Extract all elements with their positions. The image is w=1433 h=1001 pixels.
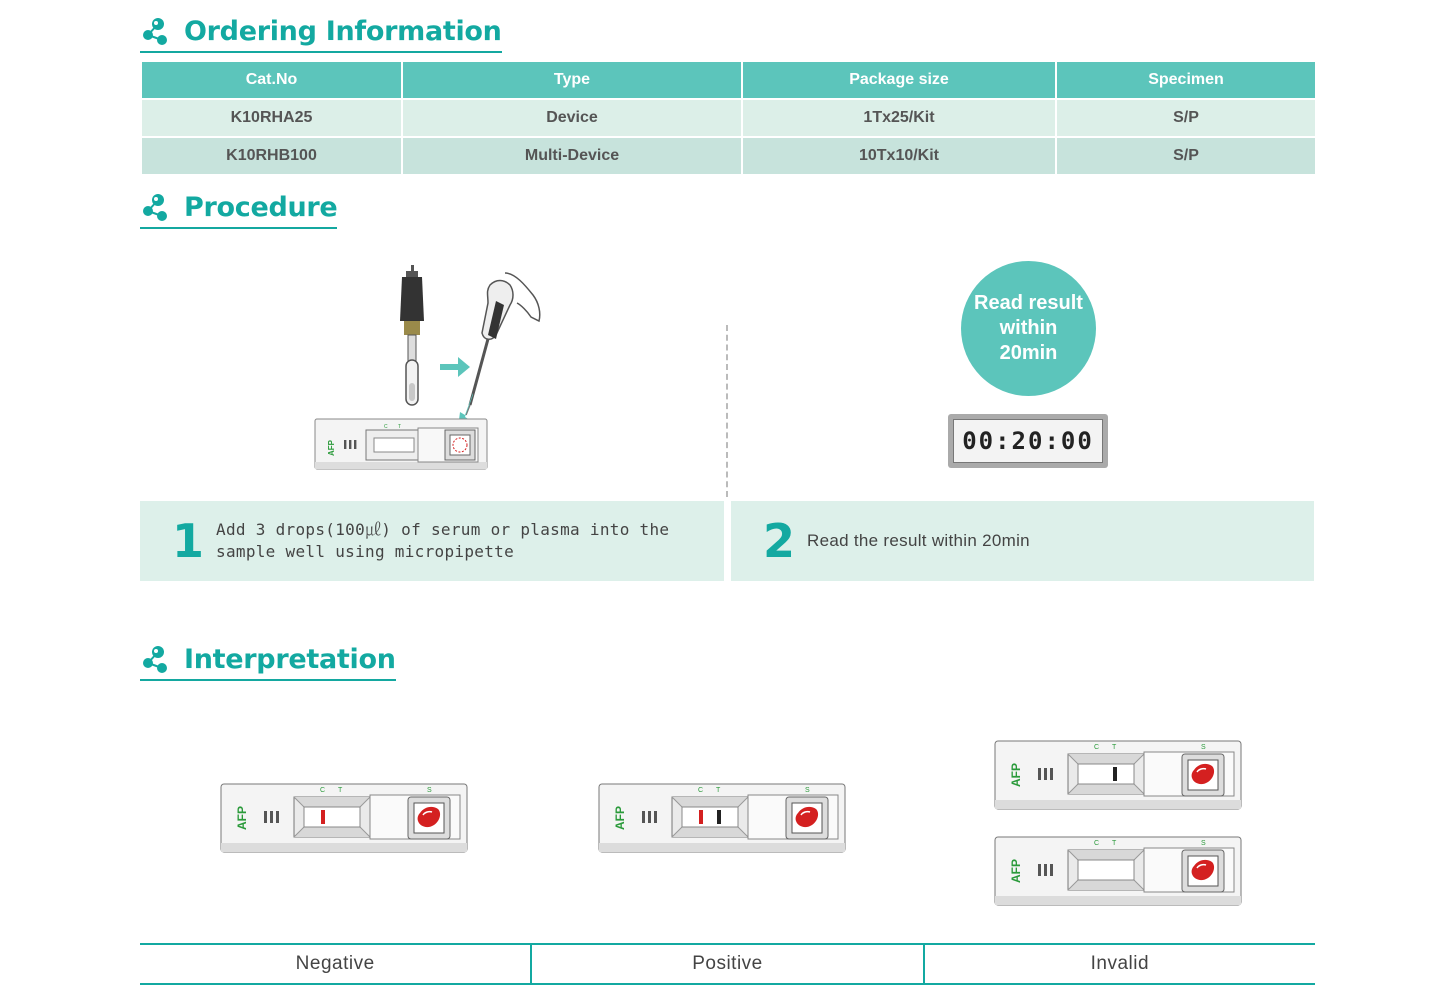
device-positive	[598, 783, 846, 853]
afp-label: AFP	[1009, 859, 1023, 883]
label-positive: Positive	[530, 945, 922, 983]
step-1-line-2: sample well using micropipette	[216, 542, 514, 561]
molecule-icon	[140, 17, 170, 47]
vent-icon	[1038, 864, 1041, 876]
t-label: T	[1112, 840, 1117, 847]
molecule-icon	[140, 193, 170, 223]
procedure-title-text: Procedure	[184, 192, 338, 223]
interpretation-title-text: Interpretation	[184, 644, 396, 675]
c-label: C	[384, 424, 388, 430]
result-line	[717, 810, 721, 824]
ordering-table	[140, 62, 1317, 174]
cell-type: Device	[403, 98, 741, 136]
ordering-title-text: Ordering Information	[184, 16, 502, 47]
table-header-row	[142, 62, 1315, 98]
afp-label: AFP	[1009, 763, 1023, 787]
timer-display	[948, 414, 1108, 468]
s-label: S	[1201, 840, 1206, 847]
c-label: C	[1094, 840, 1100, 847]
afp-label: AFP	[235, 806, 249, 830]
read-line-1: Read result	[974, 292, 1083, 314]
pipette-hand-icon	[466, 273, 540, 415]
cell-specimen: S/P	[1057, 136, 1315, 174]
s-label: S	[1201, 744, 1206, 751]
procedure-step-2	[731, 501, 1314, 581]
result-line	[699, 810, 703, 824]
header-type: Type	[403, 62, 741, 98]
read-result-badge	[961, 261, 1096, 396]
arrow-right-icon	[440, 357, 470, 377]
step-number: 2	[763, 514, 796, 568]
label-negative: Negative	[295, 953, 375, 974]
vent-icon	[264, 811, 267, 823]
label-invalid: Invalid	[923, 945, 1315, 983]
test-device-procedure	[314, 418, 488, 470]
cell-specimen: S/P	[1057, 98, 1315, 136]
device-negative	[220, 783, 468, 853]
t-label: T	[398, 424, 402, 430]
s-label: S	[805, 787, 810, 794]
procedure-divider	[726, 325, 728, 497]
interpretation-labels	[140, 943, 1315, 985]
vent-icon	[1044, 864, 1047, 876]
afp-label: AFP	[613, 806, 627, 830]
vent-icon	[654, 811, 657, 823]
table-row	[142, 136, 1315, 174]
t-label: T	[716, 787, 721, 794]
pipette-left-icon	[400, 265, 424, 405]
molecule-icon	[140, 645, 170, 675]
c-label: C	[320, 787, 326, 794]
t-label: T	[338, 787, 343, 794]
vent-icon	[270, 811, 273, 823]
header-package-size: Package size	[743, 62, 1055, 98]
vent-icon	[276, 811, 279, 823]
step-1-line-1: Add 3 drops(100㎕) of serum or plasma into the	[216, 520, 670, 539]
vent-icon	[1044, 768, 1047, 780]
vent-icon	[648, 811, 651, 823]
interpretation-title	[140, 644, 396, 681]
device-invalid-2	[994, 836, 1242, 906]
procedure-step-1	[140, 501, 724, 581]
read-line-2: within	[999, 317, 1058, 339]
vent-icon	[1050, 768, 1053, 780]
step-description	[216, 519, 669, 563]
vent-icon	[1050, 864, 1053, 876]
result-line	[1113, 767, 1117, 781]
header-cat-no: Cat.No	[142, 62, 401, 98]
result-line	[321, 810, 325, 824]
timer-screen: 00:20:00	[953, 419, 1103, 463]
vent-icon	[642, 811, 645, 823]
cell-cat-no: K10RHA25	[142, 98, 401, 136]
header-specimen: Specimen	[1057, 62, 1315, 98]
cell-package-size: 10Tx10/Kit	[743, 136, 1055, 174]
cell-package-size: 1Tx25/Kit	[743, 98, 1055, 136]
read-line-3: 20min	[999, 342, 1058, 364]
table-row	[142, 98, 1315, 136]
cell-cat-no: K10RHB100	[142, 136, 401, 174]
step-number: 1	[172, 514, 205, 568]
c-label: C	[1094, 744, 1100, 751]
t-label: T	[1112, 744, 1117, 751]
procedure-title	[140, 192, 337, 229]
vent-icon	[1038, 768, 1041, 780]
ordering-title	[140, 16, 502, 53]
device-invalid-1	[994, 740, 1242, 810]
step-2-description: Read the result within 20min	[807, 531, 1030, 550]
s-label: S	[427, 787, 432, 794]
cell-type: Multi-Device	[403, 136, 741, 174]
afp-label: AFP	[327, 440, 336, 456]
c-label: C	[698, 787, 704, 794]
